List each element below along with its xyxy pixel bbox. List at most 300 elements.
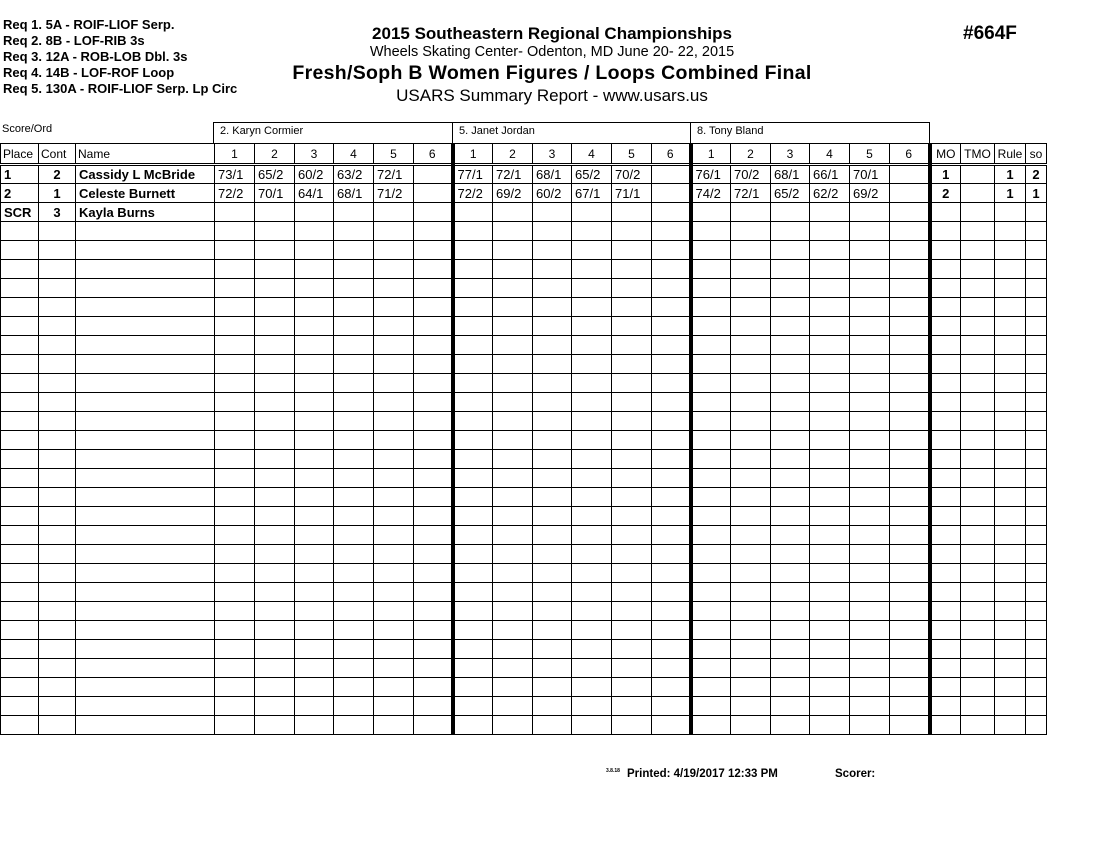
empty-cell bbox=[572, 469, 612, 488]
empty-cell bbox=[295, 431, 334, 450]
empty-cell bbox=[850, 640, 890, 659]
empty-cell bbox=[374, 431, 414, 450]
empty-cell bbox=[961, 317, 995, 336]
empty-cell bbox=[652, 450, 691, 469]
empty-cell bbox=[810, 621, 850, 640]
score-cell bbox=[652, 203, 691, 222]
score-cell bbox=[691, 203, 731, 222]
empty-cell bbox=[890, 564, 930, 583]
empty-cell bbox=[691, 469, 731, 488]
empty-cell bbox=[295, 279, 334, 298]
tmo-cell bbox=[961, 203, 995, 222]
empty-cell bbox=[533, 260, 572, 279]
empty-cell bbox=[493, 450, 533, 469]
empty-cell bbox=[414, 716, 453, 735]
score-cell bbox=[453, 203, 493, 222]
empty-cell bbox=[414, 393, 453, 412]
empty-cell bbox=[414, 602, 453, 621]
empty-cell bbox=[771, 431, 810, 450]
empty-cell bbox=[493, 621, 533, 640]
score-cell bbox=[414, 184, 453, 203]
empty-cell bbox=[731, 374, 771, 393]
empty-cell bbox=[533, 621, 572, 640]
empty-cell bbox=[414, 469, 453, 488]
empty-cell bbox=[255, 412, 295, 431]
col-tmo: TMO bbox=[961, 144, 995, 165]
empty-cell bbox=[995, 659, 1026, 678]
empty-cell bbox=[533, 678, 572, 697]
empty-cell bbox=[414, 355, 453, 374]
empty-cell bbox=[255, 431, 295, 450]
empty-cell bbox=[1026, 507, 1047, 526]
empty-cell bbox=[295, 678, 334, 697]
empty-cell bbox=[255, 564, 295, 583]
empty-cell bbox=[334, 697, 374, 716]
empty-cell bbox=[493, 317, 533, 336]
empty-cell bbox=[810, 317, 850, 336]
empty-cell bbox=[1, 222, 39, 241]
empty-cell bbox=[995, 412, 1026, 431]
empty-cell bbox=[612, 241, 652, 260]
empty-cell bbox=[1026, 393, 1047, 412]
empty-cell bbox=[961, 602, 995, 621]
version-label: 3.8.18 bbox=[606, 768, 620, 774]
empty-cell bbox=[533, 393, 572, 412]
empty-cell bbox=[334, 241, 374, 260]
empty-cell bbox=[334, 317, 374, 336]
empty-cell bbox=[1, 621, 39, 640]
empty-cell bbox=[374, 336, 414, 355]
empty-cell bbox=[890, 659, 930, 678]
empty-cell bbox=[1, 412, 39, 431]
empty-cell bbox=[961, 716, 995, 735]
empty-cell bbox=[1, 697, 39, 716]
empty-row bbox=[1, 564, 1047, 583]
empty-cell bbox=[572, 697, 612, 716]
empty-cell bbox=[652, 317, 691, 336]
empty-cell bbox=[76, 716, 215, 735]
empty-cell bbox=[374, 355, 414, 374]
empty-cell bbox=[414, 488, 453, 507]
empty-cell bbox=[453, 431, 493, 450]
empty-cell bbox=[334, 659, 374, 678]
empty-cell bbox=[295, 545, 334, 564]
empty-cell bbox=[255, 222, 295, 241]
empty-cell bbox=[453, 640, 493, 659]
name-cell: Kayla Burns bbox=[76, 203, 215, 222]
requirement-5: Req 5. 130A - ROIF-LIOF Serp. Lp Circ bbox=[3, 81, 238, 96]
empty-cell bbox=[334, 621, 374, 640]
empty-cell bbox=[771, 222, 810, 241]
empty-cell bbox=[810, 545, 850, 564]
empty-cell bbox=[995, 469, 1026, 488]
empty-cell bbox=[890, 298, 930, 317]
empty-cell bbox=[295, 621, 334, 640]
empty-cell bbox=[930, 317, 961, 336]
empty-cell bbox=[810, 678, 850, 697]
empty-cell bbox=[414, 621, 453, 640]
empty-cell bbox=[612, 545, 652, 564]
empty-cell bbox=[1026, 678, 1047, 697]
empty-cell bbox=[890, 279, 930, 298]
empty-cell bbox=[961, 526, 995, 545]
empty-cell bbox=[771, 716, 810, 735]
requirement-4: Req 4. 14B - LOF-ROF Loop bbox=[3, 65, 175, 80]
cont-cell: 2 bbox=[39, 165, 76, 184]
empty-cell bbox=[1, 317, 39, 336]
empty-cell bbox=[810, 279, 850, 298]
empty-cell bbox=[255, 317, 295, 336]
empty-cell bbox=[374, 241, 414, 260]
empty-cell bbox=[1026, 298, 1047, 317]
place-cell: 1 bbox=[1, 165, 39, 184]
name-cell: Cassidy L McBride bbox=[76, 165, 215, 184]
empty-cell bbox=[414, 545, 453, 564]
score-cell: 70/2 bbox=[731, 165, 771, 184]
empty-cell bbox=[572, 279, 612, 298]
empty-cell bbox=[731, 336, 771, 355]
empty-cell bbox=[771, 564, 810, 583]
empty-cell bbox=[810, 659, 850, 678]
score-cell: 65/2 bbox=[255, 165, 295, 184]
empty-cell bbox=[334, 298, 374, 317]
empty-cell bbox=[850, 279, 890, 298]
score-cell bbox=[572, 203, 612, 222]
empty-cell bbox=[771, 412, 810, 431]
empty-cell bbox=[453, 469, 493, 488]
empty-cell bbox=[995, 621, 1026, 640]
empty-cell bbox=[995, 678, 1026, 697]
empty-cell bbox=[652, 564, 691, 583]
empty-cell bbox=[930, 526, 961, 545]
empty-cell bbox=[930, 640, 961, 659]
empty-cell bbox=[1, 374, 39, 393]
empty-cell bbox=[890, 469, 930, 488]
empty-cell bbox=[995, 260, 1026, 279]
empty-cell bbox=[453, 355, 493, 374]
empty-cell bbox=[572, 659, 612, 678]
empty-cell bbox=[414, 222, 453, 241]
empty-cell bbox=[930, 260, 961, 279]
empty-cell bbox=[652, 545, 691, 564]
empty-cell bbox=[890, 336, 930, 355]
so-cell: 2 bbox=[1026, 165, 1047, 184]
empty-cell bbox=[995, 336, 1026, 355]
empty-cell bbox=[612, 640, 652, 659]
empty-cell bbox=[961, 659, 995, 678]
col-j1-fig1: 1 bbox=[215, 144, 255, 165]
empty-cell bbox=[39, 602, 76, 621]
empty-cell bbox=[810, 488, 850, 507]
empty-cell bbox=[731, 678, 771, 697]
empty-cell bbox=[493, 355, 533, 374]
empty-cell bbox=[453, 241, 493, 260]
venue-dates: Wheels Skating Center- Odenton, MD June 20- 22, 2015 bbox=[369, 44, 735, 60]
empty-cell bbox=[731, 355, 771, 374]
empty-cell bbox=[295, 602, 334, 621]
empty-cell bbox=[961, 450, 995, 469]
empty-cell bbox=[810, 450, 850, 469]
empty-cell bbox=[930, 222, 961, 241]
empty-cell bbox=[771, 507, 810, 526]
mo-cell: 2 bbox=[930, 184, 961, 203]
empty-cell bbox=[334, 678, 374, 697]
score-cell: 72/2 bbox=[215, 184, 255, 203]
empty-cell bbox=[995, 640, 1026, 659]
empty-cell bbox=[533, 583, 572, 602]
score-cell bbox=[334, 203, 374, 222]
empty-row bbox=[1, 355, 1047, 374]
empty-cell bbox=[731, 507, 771, 526]
empty-cell bbox=[890, 507, 930, 526]
empty-cell bbox=[255, 678, 295, 697]
empty-cell bbox=[374, 545, 414, 564]
empty-cell bbox=[255, 374, 295, 393]
empty-cell bbox=[930, 336, 961, 355]
empty-cell bbox=[890, 583, 930, 602]
empty-cell bbox=[961, 393, 995, 412]
rule-cell: 1 bbox=[995, 184, 1026, 203]
score-cell bbox=[295, 203, 334, 222]
empty-cell bbox=[652, 241, 691, 260]
empty-cell bbox=[930, 298, 961, 317]
empty-cell bbox=[414, 412, 453, 431]
empty-cell bbox=[1026, 602, 1047, 621]
empty-cell bbox=[374, 507, 414, 526]
empty-cell bbox=[374, 260, 414, 279]
empty-cell bbox=[691, 564, 731, 583]
empty-cell bbox=[76, 621, 215, 640]
empty-cell bbox=[731, 222, 771, 241]
empty-cell bbox=[890, 621, 930, 640]
empty-cell bbox=[652, 716, 691, 735]
empty-row bbox=[1, 526, 1047, 545]
score-cell: 65/2 bbox=[572, 165, 612, 184]
empty-cell bbox=[533, 659, 572, 678]
empty-row bbox=[1, 298, 1047, 317]
empty-row bbox=[1, 222, 1047, 241]
empty-cell bbox=[995, 355, 1026, 374]
score-cell bbox=[771, 203, 810, 222]
empty-cell bbox=[961, 564, 995, 583]
empty-cell bbox=[295, 564, 334, 583]
empty-cell bbox=[453, 298, 493, 317]
empty-cell bbox=[930, 545, 961, 564]
empty-cell bbox=[493, 583, 533, 602]
empty-cell bbox=[414, 564, 453, 583]
empty-cell bbox=[533, 222, 572, 241]
empty-cell bbox=[1, 678, 39, 697]
empty-cell bbox=[771, 545, 810, 564]
empty-cell bbox=[39, 298, 76, 317]
empty-cell bbox=[1026, 431, 1047, 450]
empty-cell bbox=[930, 450, 961, 469]
place-cell: SCR bbox=[1, 203, 39, 222]
empty-cell bbox=[453, 621, 493, 640]
empty-cell bbox=[39, 412, 76, 431]
empty-cell bbox=[961, 469, 995, 488]
tmo-cell bbox=[961, 184, 995, 203]
empty-cell bbox=[215, 716, 255, 735]
empty-cell bbox=[215, 507, 255, 526]
empty-cell bbox=[810, 526, 850, 545]
empty-cell bbox=[850, 469, 890, 488]
empty-cell bbox=[652, 602, 691, 621]
empty-cell bbox=[334, 450, 374, 469]
empty-cell bbox=[850, 393, 890, 412]
empty-cell bbox=[612, 260, 652, 279]
empty-cell bbox=[890, 488, 930, 507]
empty-cell bbox=[39, 507, 76, 526]
empty-cell bbox=[691, 412, 731, 431]
empty-cell bbox=[890, 412, 930, 431]
empty-cell bbox=[295, 298, 334, 317]
empty-cell bbox=[890, 355, 930, 374]
empty-cell bbox=[731, 393, 771, 412]
empty-cell bbox=[493, 659, 533, 678]
score-cell: 70/1 bbox=[850, 165, 890, 184]
empty-cell bbox=[1026, 412, 1047, 431]
scorer-label: Scorer: bbox=[835, 768, 876, 780]
empty-cell bbox=[1026, 355, 1047, 374]
event-title: Fresh/Soph B Women Figures / Loops Combined Final bbox=[292, 62, 812, 84]
empty-cell bbox=[850, 716, 890, 735]
empty-cell bbox=[930, 659, 961, 678]
cont-cell: 3 bbox=[39, 203, 76, 222]
empty-cell bbox=[612, 602, 652, 621]
col-j3-fig5: 5 bbox=[850, 144, 890, 165]
empty-cell bbox=[652, 488, 691, 507]
empty-row bbox=[1, 241, 1047, 260]
empty-cell bbox=[215, 583, 255, 602]
empty-cell bbox=[612, 488, 652, 507]
empty-row bbox=[1, 716, 1047, 735]
empty-cell bbox=[691, 640, 731, 659]
empty-cell bbox=[334, 545, 374, 564]
judge-header-3: 8. Tony Bland bbox=[690, 122, 930, 143]
empty-cell bbox=[1, 640, 39, 659]
empty-cell bbox=[890, 526, 930, 545]
empty-cell bbox=[295, 697, 334, 716]
empty-cell bbox=[453, 507, 493, 526]
empty-cell bbox=[731, 260, 771, 279]
empty-cell bbox=[39, 678, 76, 697]
empty-cell bbox=[691, 697, 731, 716]
mo-cell bbox=[930, 203, 961, 222]
empty-cell bbox=[414, 583, 453, 602]
empty-cell bbox=[995, 393, 1026, 412]
empty-cell bbox=[961, 241, 995, 260]
col-mo: MO bbox=[930, 144, 961, 165]
empty-cell bbox=[995, 222, 1026, 241]
empty-cell bbox=[215, 564, 255, 583]
empty-cell bbox=[995, 602, 1026, 621]
empty-row bbox=[1, 279, 1047, 298]
empty-cell bbox=[76, 488, 215, 507]
empty-cell bbox=[334, 507, 374, 526]
empty-cell bbox=[652, 583, 691, 602]
empty-cell bbox=[414, 526, 453, 545]
empty-cell bbox=[691, 545, 731, 564]
empty-cell bbox=[771, 393, 810, 412]
report-header bbox=[252, 24, 852, 107]
empty-cell bbox=[76, 450, 215, 469]
empty-cell bbox=[652, 431, 691, 450]
empty-cell bbox=[810, 640, 850, 659]
empty-cell bbox=[39, 697, 76, 716]
empty-cell bbox=[850, 545, 890, 564]
empty-cell bbox=[295, 317, 334, 336]
empty-cell bbox=[453, 545, 493, 564]
empty-cell bbox=[850, 659, 890, 678]
empty-cell bbox=[731, 317, 771, 336]
championship-title: 2015 Southeastern Regional Championships bbox=[372, 24, 732, 43]
empty-cell bbox=[652, 260, 691, 279]
empty-cell bbox=[731, 659, 771, 678]
empty-cell bbox=[76, 355, 215, 374]
empty-cell bbox=[493, 279, 533, 298]
empty-cell bbox=[612, 678, 652, 697]
empty-cell bbox=[493, 488, 533, 507]
empty-cell bbox=[215, 640, 255, 659]
so-cell: 1 bbox=[1026, 184, 1047, 203]
empty-cell bbox=[334, 260, 374, 279]
empty-cell bbox=[414, 507, 453, 526]
empty-cell bbox=[414, 659, 453, 678]
empty-cell bbox=[850, 355, 890, 374]
empty-cell bbox=[771, 260, 810, 279]
empty-cell bbox=[533, 374, 572, 393]
empty-cell bbox=[572, 374, 612, 393]
empty-cell bbox=[255, 450, 295, 469]
empty-cell bbox=[215, 412, 255, 431]
empty-cell bbox=[612, 697, 652, 716]
score-cell: 67/1 bbox=[572, 184, 612, 203]
empty-cell bbox=[652, 355, 691, 374]
empty-cell bbox=[295, 241, 334, 260]
empty-cell bbox=[414, 241, 453, 260]
empty-cell bbox=[215, 469, 255, 488]
empty-cell bbox=[810, 336, 850, 355]
empty-cell bbox=[295, 355, 334, 374]
col-j3-fig2: 2 bbox=[731, 144, 771, 165]
empty-row bbox=[1, 678, 1047, 697]
empty-row bbox=[1, 659, 1047, 678]
score-cell: 70/2 bbox=[612, 165, 652, 184]
empty-cell bbox=[995, 317, 1026, 336]
empty-cell bbox=[76, 507, 215, 526]
empty-cell bbox=[453, 678, 493, 697]
empty-cell bbox=[1, 469, 39, 488]
empty-cell bbox=[995, 583, 1026, 602]
empty-cell bbox=[39, 279, 76, 298]
empty-cell bbox=[572, 488, 612, 507]
table-row bbox=[1, 165, 1047, 184]
empty-cell bbox=[493, 545, 533, 564]
empty-cell bbox=[1026, 526, 1047, 545]
empty-cell bbox=[39, 526, 76, 545]
empty-cell bbox=[572, 621, 612, 640]
col-j1-fig3: 3 bbox=[295, 144, 334, 165]
empty-cell bbox=[850, 507, 890, 526]
score-cell: 68/1 bbox=[533, 165, 572, 184]
empty-cell bbox=[995, 716, 1026, 735]
empty-cell bbox=[652, 374, 691, 393]
requirements-list bbox=[3, 17, 237, 97]
empty-cell bbox=[612, 469, 652, 488]
empty-cell bbox=[771, 488, 810, 507]
empty-cell bbox=[39, 583, 76, 602]
